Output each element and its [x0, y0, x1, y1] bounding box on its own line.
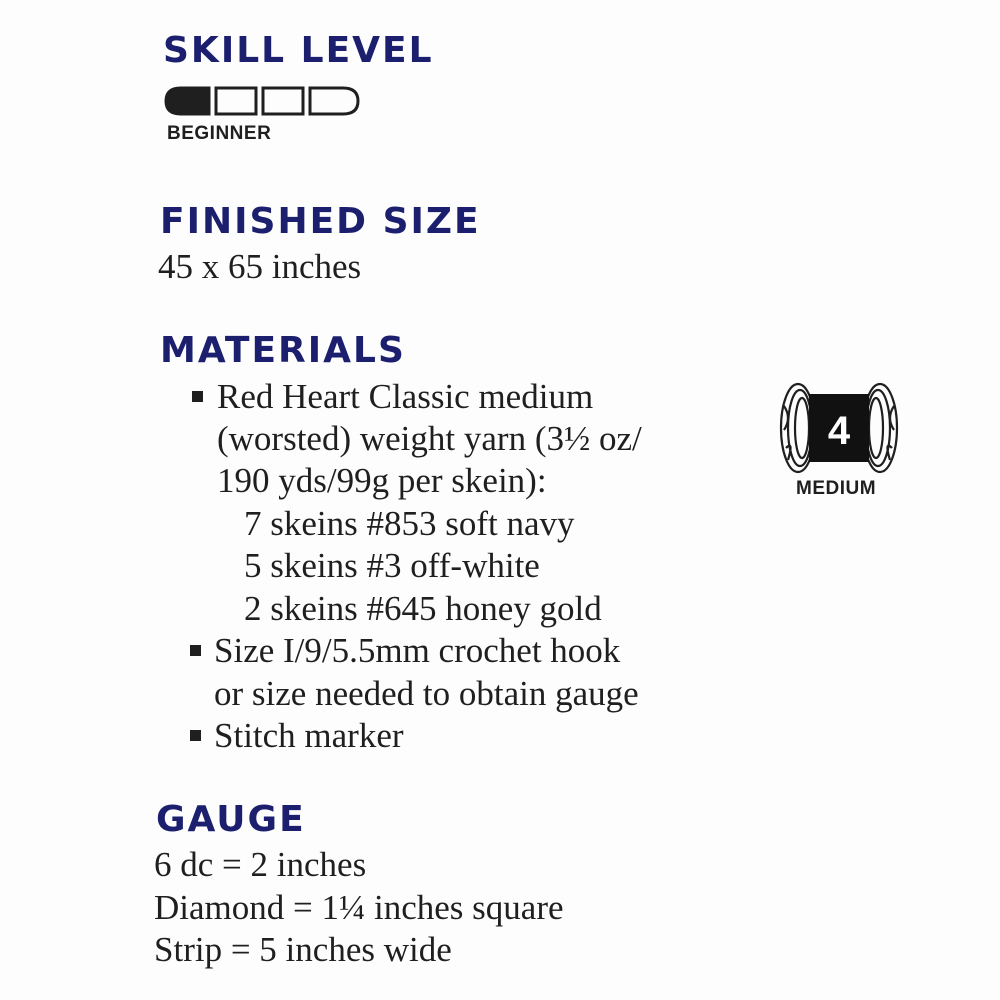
yarn-line: Red Heart Classic medium: [217, 377, 594, 416]
yarn-weight-skein-icon: [778, 378, 900, 478]
yarn-weight-label: MEDIUM: [796, 478, 877, 499]
skill-level-heading: SKILL LEVEL: [163, 30, 434, 71]
bullet-icon: [190, 645, 201, 656]
skill-level-segment-empty: [216, 88, 256, 114]
skill-level-segment-empty: [310, 88, 358, 114]
skein-line: 2 skeins #645 honey gold: [244, 589, 602, 628]
skill-level-segment-empty: [263, 88, 303, 114]
hook-line: or size needed to obtain gauge: [214, 674, 639, 713]
finished-size-text: 45 x 65 inches: [158, 247, 362, 286]
yarn-line: 190 yds/99g per skein):: [217, 461, 547, 500]
skill-level-segment-filled: [166, 88, 209, 114]
yarn-weight-number: 4: [827, 409, 851, 453]
bullet-icon: [190, 730, 201, 741]
finished-size-heading: FINISHED SIZE: [160, 201, 481, 242]
skein-line: 7 skeins #853 soft navy: [244, 504, 575, 543]
hook-line: Size I/9/5.5mm crochet hook: [214, 631, 621, 670]
skill-level-icon: [163, 85, 363, 117]
yarn-line: (worsted) weight yarn (3½ oz/: [217, 419, 642, 458]
gauge-heading: GAUGE: [156, 799, 306, 840]
gauge-line: Diamond = 1¼ inches square: [154, 888, 564, 927]
skill-level-label: BEGINNER: [167, 123, 272, 144]
marker-line: Stitch marker: [214, 716, 404, 755]
bullet-icon: [192, 391, 203, 402]
materials-heading: MATERIALS: [160, 330, 406, 371]
skein-line: 5 skeins #3 off-white: [244, 546, 540, 585]
gauge-line: Strip = 5 inches wide: [154, 930, 452, 969]
gauge-line: 6 dc = 2 inches: [154, 845, 367, 884]
